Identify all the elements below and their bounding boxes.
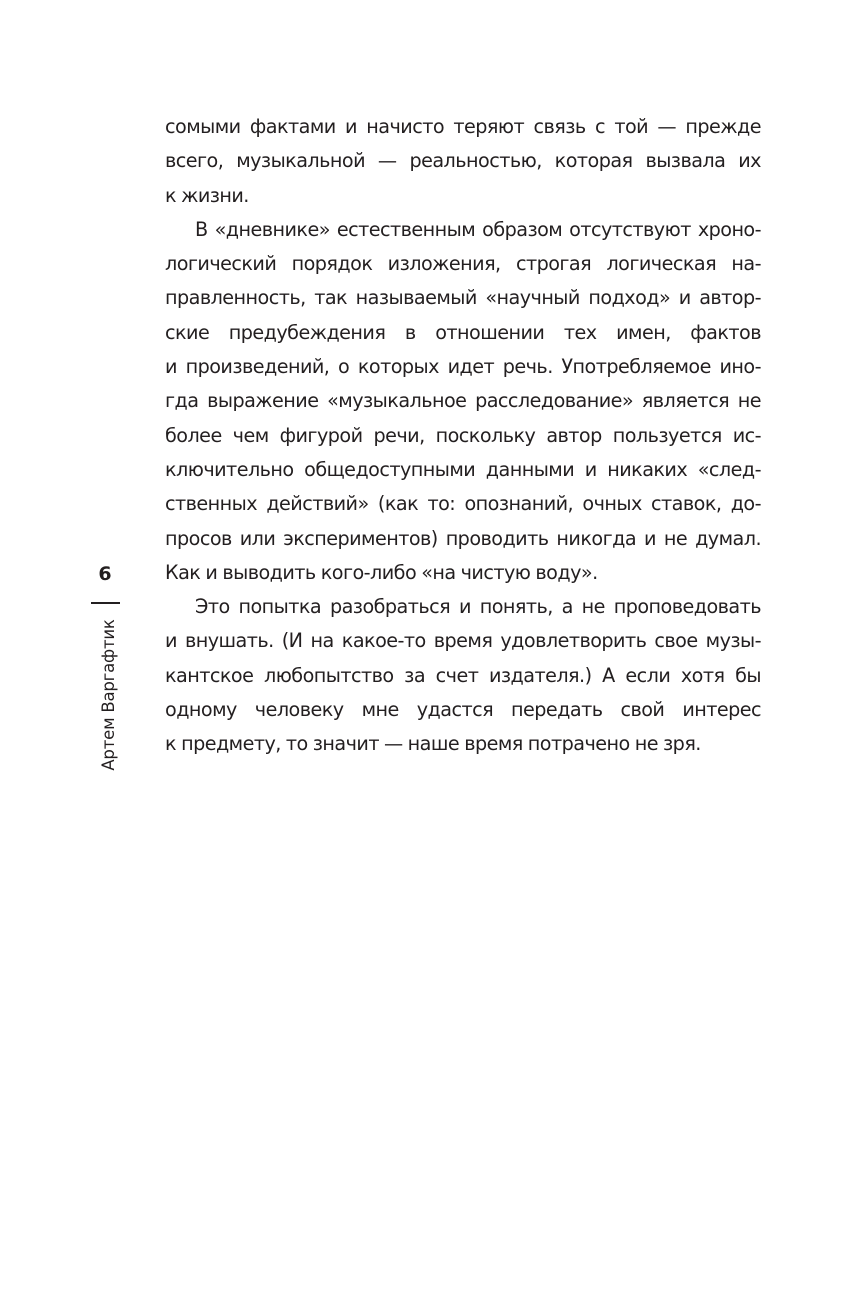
text-line: более чем фигурой речи, поскольку автор пользуется ис- [165,423,761,447]
paragraph [165,590,761,761]
text-line: кантское любопытство за счет издателя.) А если хотя бы [165,663,761,687]
page-number: 6 [98,563,112,585]
text-line: просов или экспериментов) проводить никогда и не думал. [165,526,761,550]
body-text [165,110,761,762]
text-line: В «дневнике» естественным образом отсутствуют хроно- [195,217,761,241]
text-line: логический порядок изложения, строгая логическая на- [165,252,761,276]
text-line: сомыми фактами и начисто теряют связь с той — прежде [165,115,761,138]
running-head-author: Артем Варгафтик [99,619,118,771]
text-line: гда выражение «музыкальное расследование» является не [165,389,761,413]
text-line: к жизни. [165,183,249,207]
text-line: ственных действий» (как то: опознаний, очных ставок, до- [165,492,761,516]
text-line: правленность, так называемый «научный подход» и автор- [165,286,761,310]
text-line: и произведений, о которых идет речь. Употребляемое ино- [165,355,761,379]
paragraph [165,213,761,590]
text-line: Это попытка разобраться и понять, а не проповедовать [195,595,761,619]
text-line: и внушать. (И на какое-то время удовлетворить свое музы- [165,629,761,653]
text-line: Как и выводить кого-либо «на чистую воду». [165,560,598,584]
text-line: одному человеку мне удастся передать свой интерес [165,698,761,722]
page-number-rule [91,602,120,604]
text-line: ключительно общедоступными данными и никаких «след- [165,457,761,481]
text-line: всего, музыкальной — реальностью, которая вызвала их [165,149,761,173]
text-line: ские предубеждения в отношении тех имен, фактов [165,320,761,344]
text-line: к предмету, то значит — наше время потрачено не зря. [165,732,701,756]
paragraph [165,110,761,213]
